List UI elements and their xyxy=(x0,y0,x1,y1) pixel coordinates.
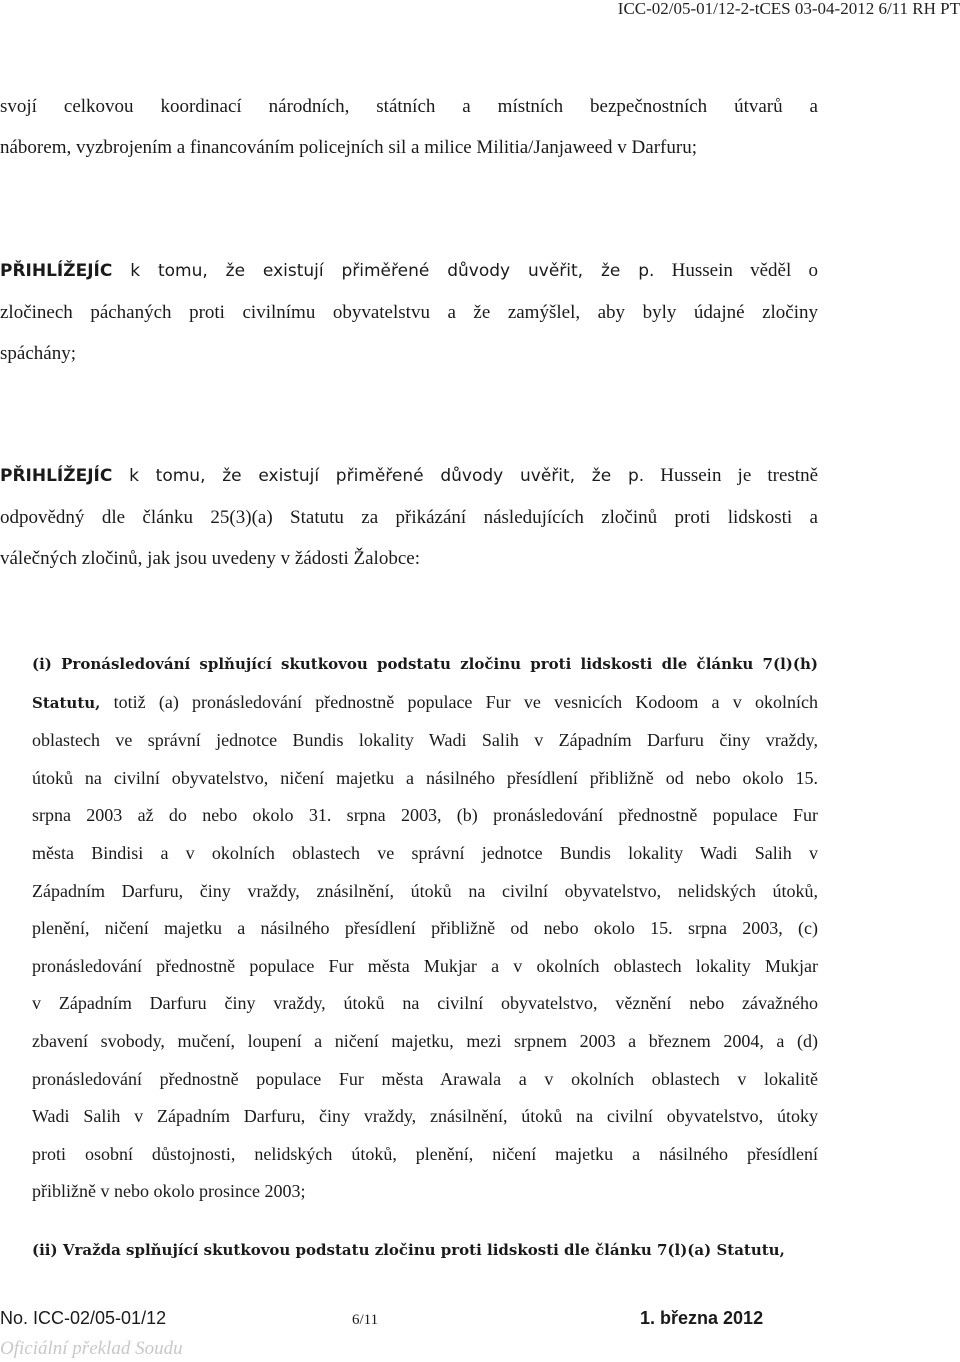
list-item-label: (i) Pronásledování splňující skutkovou podstatu zločinu proti lidskosti dle článku 7(l)(h) xyxy=(32,655,818,673)
text-line xyxy=(0,250,818,292)
paragraph-lead-rest: k tomu, že existují přiměřené důvody uvěřit, že p. xyxy=(112,261,655,281)
text-line: pronásledování přednostně populace Fur města Arawala a v okolních oblastech v lokalitě xyxy=(32,1068,818,1089)
text-line: města Bindisi a v okolních oblastech ve správní jednotce Bundis lokality Wadi Salih v xyxy=(32,842,818,863)
text-line: pronásledování přednostně populace Fur města Mukjar a v okolních oblastech lokality Mukjar xyxy=(32,955,818,976)
text-line xyxy=(0,455,818,497)
text-line: válečných zločinů, jak jsou uvedeny v žádosti Žalobce: xyxy=(0,548,420,569)
text-line: svojí celkovou koordinací národních, státních a místních bezpečnostních útvarů a xyxy=(0,96,818,117)
paragraph-knowledge xyxy=(0,250,818,374)
footer-date: 1. března 2012 xyxy=(640,1308,764,1328)
text-line: útoků na civilní obyvatelstvo, ničení majetku a násilného přesídlení přibližně od nebo okolo 15. xyxy=(32,767,818,788)
text-line: zločinech páchaných proti civilnímu obyvatelstvu a že zamýšlel, aby byly údajné zločiny xyxy=(0,302,818,323)
text-line: Wadi Salih v Západním Darfuru, činy vraždy, znásilnění, útoků na civilní obyvatelstvo, útoky xyxy=(32,1106,818,1127)
paragraph-coordination xyxy=(0,86,818,168)
text-line: plenění, ničení majetku a násilného přesídlení přibližně od nebo okolo 15. srpna 2003, (c) xyxy=(32,918,818,939)
paragraph-responsibility xyxy=(0,455,818,579)
text-line: spáchány; xyxy=(0,343,76,364)
page-footer xyxy=(0,1308,960,1362)
text-fragment: totiž (a) pronásledování přednostně populace Fur ve vesnicích Kodoom a v okolních xyxy=(100,691,818,712)
list-item-label: Statutu, xyxy=(32,693,101,712)
text-line: přibližně v nebo okolo prosince 2003; xyxy=(32,1181,306,1202)
list-item-persecution xyxy=(32,645,818,1211)
text-line: v Západním Darfuru činy vraždy, útoků na civilní obyvatelstvo, věznění nebo závažného xyxy=(32,993,818,1014)
text-line: odpovědný dle článku 25(3)(a) Statutu za přikázání následujících zločinů proti lidskosti a xyxy=(0,507,818,528)
translation-watermark: Oficiální překlad Soudu xyxy=(0,1338,183,1359)
paragraph-lead-rest: k tomu, že existují přiměřené důvody uvěřit, že p. xyxy=(112,466,645,486)
text-line xyxy=(32,684,818,723)
text-line: náborem, vyzbrojením a financováním policejních sil a milice Militia/Janjaweed v Darfuru; xyxy=(0,137,697,158)
paragraph-lead: PŘIHLÍŽEJÍC xyxy=(0,466,113,486)
list-item-heading xyxy=(32,645,818,684)
text-line: oblastech ve správní jednotce Bundis lokality Wadi Salih v Západním Darfuru činy vraždy, xyxy=(32,730,818,751)
list-item-label: (ii) Vražda splňující skutkovou podstatu zločinu proti lidskosti dle článku 7(l)(a) Statutu, xyxy=(32,1241,785,1259)
document-reference: ICC-02/05-01/12-2-tCES 03-04-2012 6/11 RH PT xyxy=(617,0,960,18)
text-fragment: Hussein věděl o xyxy=(654,260,818,281)
text-fragment: Hussein je trestně xyxy=(644,465,818,486)
list-item-heading xyxy=(32,1231,818,1270)
text-line: Západním Darfuru, činy vraždy, znásilnění, útoků na civilní obyvatelstvo, nelidských útoků, xyxy=(32,880,818,901)
paragraph-lead: PŘIHLÍŽEJÍC xyxy=(0,261,113,281)
footer-page-number: 6/11 xyxy=(352,1312,379,1328)
text-line: srpna 2003 až do nebo okolo 31. srpna 2003, (b) pronásledování přednostně populace Fur xyxy=(32,805,818,826)
list-item-murder xyxy=(32,1231,818,1270)
text-line: zbavení svobody, mučení, loupení a ničení majetku, mezi srpnem 2003 a březnem 2004, a (d) xyxy=(32,1030,818,1051)
footer-document-number: No. ICC-02/05-01/12 xyxy=(0,1308,167,1328)
text-line: proti osobní důstojnosti, nelidských útoků, plenění, ničení majetku a násilného přesídlení xyxy=(32,1143,818,1164)
